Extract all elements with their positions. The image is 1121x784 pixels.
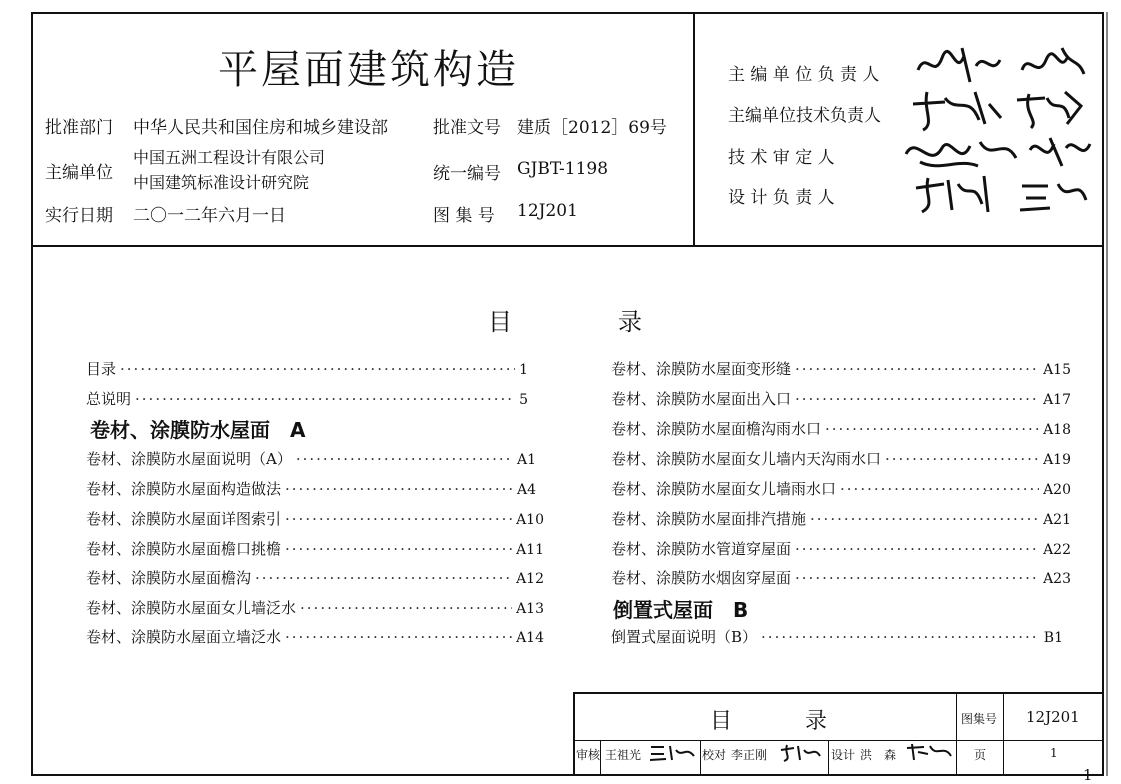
toc-item-label: 卷材、涂膜防水屋面立墙泛水 [86, 628, 282, 646]
signature-tech-lead [905, 84, 1090, 132]
header-split [693, 12, 695, 246]
role-tech-lead: 主编单位技术负责人 [728, 106, 881, 126]
toc-item [86, 478, 536, 499]
editor-unit-1: 中国五洲工程设计有限公司 [133, 148, 326, 167]
toc-section-a: 卷材、涂膜防水屋面 A [90, 418, 306, 442]
atlas-no: 12J201 [517, 201, 578, 221]
toc-item [611, 388, 1071, 409]
sheet-page-number: 1 [1083, 766, 1093, 784]
toc-heading-left: 目 [488, 308, 518, 336]
toc-item-page: A12 [516, 571, 544, 587]
unified-no: GJBT-1198 [517, 159, 609, 179]
effective-date-label: 实行日期 [45, 206, 113, 226]
leader-dots [285, 480, 513, 498]
toc-item-label: 卷材、涂膜防水屋面檐沟雨水口 [611, 420, 822, 438]
leader-dots [761, 628, 1040, 646]
toc-item [86, 626, 544, 647]
title-block-name-left: 目 [710, 709, 733, 734]
title-block-atlas-label: 图集号 [961, 712, 998, 726]
header-divider [31, 245, 1104, 247]
approving-dept-label: 批准部门 [45, 118, 113, 138]
toc-item [611, 626, 1063, 647]
toc-item-label: 卷材、涂膜防水屋面详图索引 [86, 510, 282, 528]
approval-no: 建质［2012］69号 [517, 118, 667, 138]
leader-dots [120, 360, 515, 378]
signature-tech-review [900, 128, 1095, 174]
role-tech-review: 技 术 审 定 人 [728, 148, 835, 168]
right-edge-mark [1106, 12, 1108, 776]
toc-item [86, 597, 544, 618]
check-name: 李正刚 [731, 748, 768, 762]
leader-dots [255, 569, 512, 587]
leader-dots [300, 599, 512, 617]
unified-no-label: 统一编号 [433, 164, 501, 184]
leader-dots [795, 540, 1039, 558]
leader-dots [795, 390, 1039, 408]
role-design-lead: 设 计 负 责 人 [728, 188, 835, 208]
toc-item [611, 508, 1071, 529]
toc-item-page: A15 [1043, 362, 1071, 378]
toc-item-page: A22 [1043, 542, 1071, 558]
title-block-col-1 [956, 692, 957, 776]
title-block-row-line [573, 740, 1104, 741]
toc-item-page: A18 [1043, 422, 1071, 438]
leader-dots [285, 540, 512, 558]
editor-unit-2: 中国建筑标准设计研究院 [133, 173, 310, 192]
toc-item-page: A20 [1043, 482, 1071, 498]
approval-no-label: 批准文号 [433, 118, 501, 138]
toc-item [611, 478, 1071, 499]
toc-item [611, 418, 1071, 439]
review-signature [648, 742, 698, 762]
atlas-no-label: 图 集 号 [433, 206, 495, 226]
toc-item-page: A10 [516, 512, 544, 528]
editor-unit-label: 主编单位 [45, 163, 113, 183]
toc-item-label: 卷材、涂膜防水管道穿屋面 [611, 540, 792, 558]
toc-item-label: 卷材、涂膜防水屋面构造做法 [86, 480, 282, 498]
role-chief-unit: 主 编 单 位 负 责 人 [728, 65, 880, 85]
toc-item-label: 卷材、涂膜防水屋面变形缝 [611, 360, 792, 378]
toc-item-page: A14 [516, 630, 544, 646]
toc-item-label: 卷材、涂膜防水屋面说明（A） [86, 450, 292, 468]
toc-section-b: 倒置式屋面 B [613, 598, 749, 622]
toc-item-page: A1 [516, 452, 536, 468]
leader-dots [135, 390, 515, 408]
approving-dept: 中华人民共和国住房和城乡建设部 [133, 118, 388, 138]
toc-item-page: A11 [516, 542, 544, 558]
toc-item [611, 567, 1071, 588]
toc-item-label: 卷材、涂膜防水屋面出入口 [611, 390, 792, 408]
review-name: 王祖光 [605, 748, 642, 762]
toc-item-label: 卷材、涂膜防水烟囱穿屋面 [611, 569, 792, 587]
title-block-sep [828, 740, 829, 776]
page-value: 1 [1050, 746, 1058, 760]
title-block-col-2 [1003, 692, 1004, 776]
effective-date: 二〇一二年六月一日 [133, 206, 286, 226]
toc-item-page: A13 [516, 601, 544, 617]
toc-item-page: 5 [519, 392, 528, 408]
check-signature [778, 742, 824, 762]
toc-item-label: 卷材、涂膜防水屋面檐口挑檐 [86, 540, 282, 558]
toc-item [611, 538, 1071, 559]
toc-item-label: 卷材、涂膜防水屋面排汽措施 [611, 510, 807, 528]
toc-item-label: 卷材、涂膜防水屋面檐沟 [86, 569, 252, 587]
toc-item [86, 508, 544, 529]
toc-heading-right: 录 [618, 308, 648, 336]
design-name: 洪 森 [860, 748, 897, 762]
design-label: 设计 [831, 748, 856, 762]
toc-item-page: A23 [1043, 571, 1071, 587]
leader-dots [840, 480, 1039, 498]
title-block-atlas-value: 12J201 [1026, 708, 1080, 726]
toc-item-label: 卷材、涂膜防水屋面女儿墙雨水口 [611, 480, 837, 498]
leader-dots [795, 569, 1039, 587]
toc-item [86, 358, 528, 379]
toc-item-label: 卷材、涂膜防水屋面女儿墙内天沟雨水口 [611, 450, 882, 468]
document-title: 平屋面建筑构造 [218, 47, 519, 93]
title-block-name-right: 录 [805, 709, 828, 734]
leader-dots [885, 450, 1039, 468]
title-block [573, 692, 1104, 776]
review-label: 审核 [576, 748, 601, 762]
signature-chief-unit [912, 40, 1092, 88]
leader-dots [285, 510, 512, 528]
toc-item-page: 1 [519, 362, 528, 378]
toc-item [86, 448, 536, 469]
leader-dots [296, 450, 513, 468]
toc-item-label: 目录 [86, 360, 117, 378]
signature-design-lead [908, 170, 1093, 216]
toc-item-page: A21 [1043, 512, 1071, 528]
toc-item [611, 358, 1071, 379]
toc-item [86, 538, 544, 559]
toc-item-page: A4 [516, 482, 536, 498]
toc-item-page: B1 [1043, 630, 1063, 646]
toc-item [86, 567, 544, 588]
leader-dots [825, 420, 1039, 438]
page-label: 页 [974, 748, 987, 762]
title-block-sep [600, 740, 601, 776]
leader-dots [795, 360, 1039, 378]
toc-item-label: 倒置式屋面说明（B） [611, 628, 758, 646]
toc-item [86, 388, 528, 409]
leader-dots [285, 628, 512, 646]
toc-item-page: A17 [1043, 392, 1071, 408]
toc-item [611, 448, 1071, 469]
title-block-sep [700, 740, 701, 776]
leader-dots [810, 510, 1039, 528]
toc-item-page: A19 [1043, 452, 1071, 468]
toc-item-label: 卷材、涂膜防水屋面女儿墙泛水 [86, 599, 297, 617]
toc-item-label: 总说明 [86, 390, 132, 408]
design-signature [904, 742, 954, 762]
check-label: 校对 [702, 748, 727, 762]
